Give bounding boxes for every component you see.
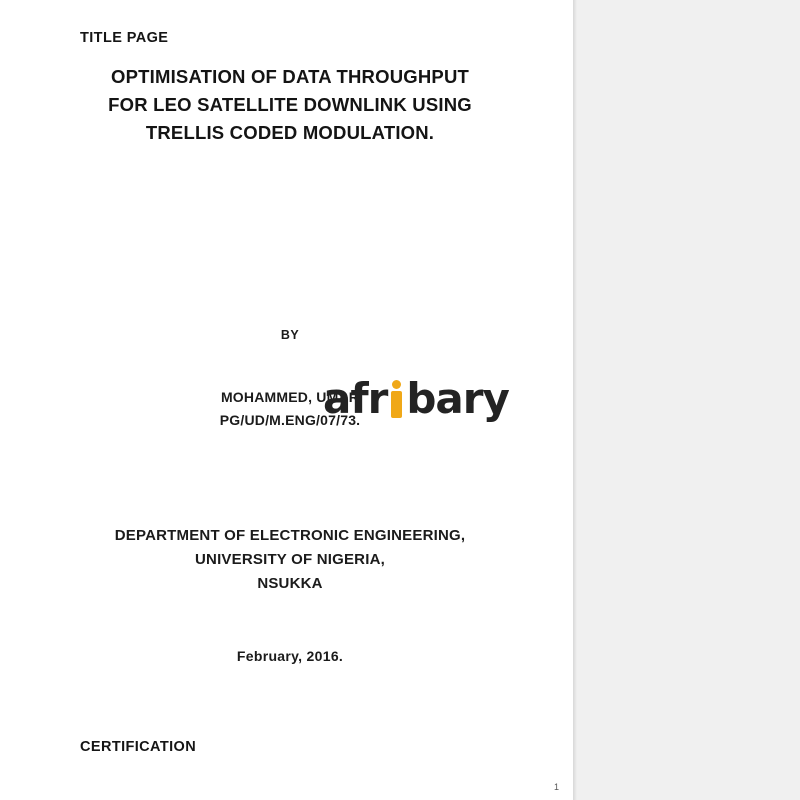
- page-number: 1: [553, 782, 559, 792]
- by-label: BY: [280, 328, 300, 342]
- afribary-logo-icon: [388, 380, 405, 418]
- title-line-1: OPTIMISATION OF DATA THROUGHPUT: [110, 66, 470, 87]
- author-name: MOHAMMED, UMAR: [220, 389, 360, 405]
- page-edge-shadow: [573, 0, 577, 800]
- afribary-watermark: [323, 374, 509, 423]
- institution-block: [55, 524, 525, 596]
- title-line-3: TRELLIS CODED MODULATION.: [145, 122, 435, 143]
- department-line: DEPARTMENT OF ELECTRONIC ENGINEERING,: [114, 527, 466, 544]
- university-line: UNIVERSITY OF NIGERIA,: [195, 551, 385, 568]
- section-heading-title-page: TITLE PAGE: [80, 30, 169, 46]
- author-registration-number: PG/UD/M.ENG/07/73.: [219, 412, 361, 428]
- watermark-text-after: bary: [406, 374, 509, 423]
- watermark-text-before: afr: [323, 374, 388, 423]
- section-heading-certification: CERTIFICATION: [80, 739, 197, 755]
- title-line-2: FOR LEO SATELLITE DOWNLINK USING: [108, 94, 472, 115]
- page-title: [55, 63, 525, 147]
- campus-line: NSUKKA: [257, 575, 323, 592]
- submission-date: February, 2016.: [236, 648, 344, 664]
